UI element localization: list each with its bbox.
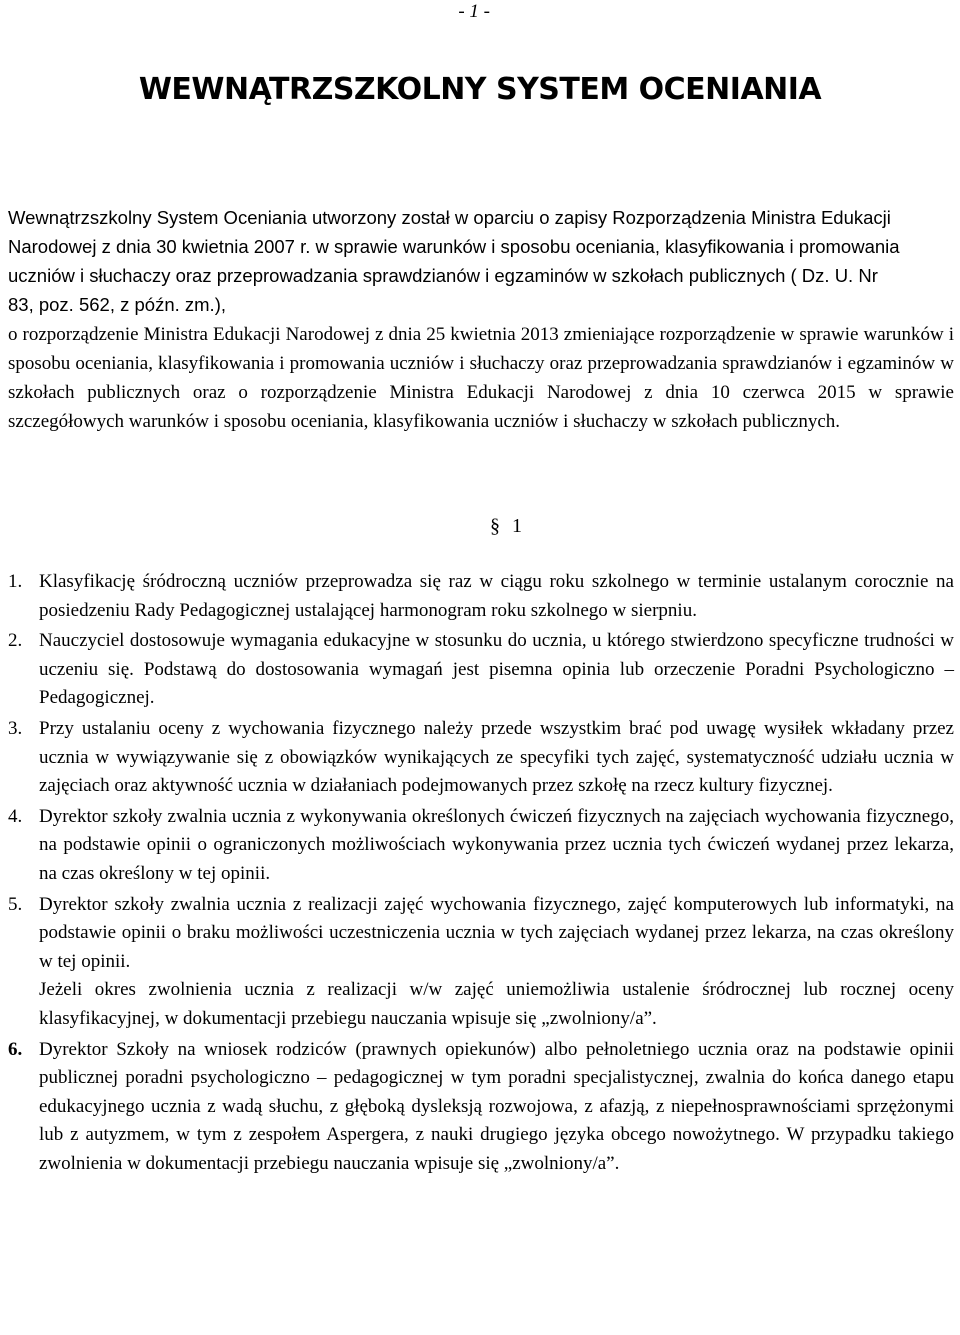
list-item-extra-text: Jeżeli okres zwolnienia ucznia z realizacji w/w zajęć uniemożliwia ustalenie śródrocznej lub rocznej oceny klasyfikacyjnej, w dokumentacji przebiegu nauczania wpisuje się „zwolniony/a”. — [39, 979, 954, 1029]
list-item-text: Przy ustalaniu oceny z wychowania fizycznego należy przede wszystkim brać pod uwagę wysiłek wkładany przez ucznia w wywiązywanie się z obowiązków wynikających ze specyfiki tych zajęć, systematyczność udziału ucznia w zajęciach oraz aktywność ucznia w działaniach podejmowanych przez szkołę na rzecz kultury fizycznej. — [39, 717, 954, 797]
page-number: - 1 - — [458, 1, 490, 22]
document-title: WEWNĄTRZSZKOLNY SYSTEM OCENIANIA — [138, 72, 822, 107]
list-item — [8, 891, 954, 1034]
numbered-list — [8, 568, 954, 1180]
list-item — [8, 568, 954, 625]
list-item-text: Klasyfikację śródroczną uczniów przeprowadza się raz w ciągu roku szkolnego w terminie ustalanym corocznie na posiedzeniu Rady Pedagogicznej ustalającej harmonogram roku szkolnego w sierpniu. — [39, 571, 954, 621]
list-item-number: 3. — [8, 717, 23, 739]
list-item-number: 1. — [8, 571, 23, 592]
list-item-text: Dyrektor szkoły zwalnia ucznia z realizacji zajęć wychowania fizycznego, zajęć komputerowych lub informatyki, na podstawie opinii o braku możliwości uczestniczenia ucznia w tych zajęciach wydanej przez lekarza, na czas określony w tej opinii. — [39, 893, 954, 972]
list-item-number: 5. — [8, 893, 23, 915]
list-item-number: 4. — [8, 805, 23, 827]
intro-paragraph-continued: o rozporządzenie Ministra Edukacji Narodowej z dnia 25 kwietnia 2013 zmieniające rozporządzenie w sprawie warunków i sposobu oceniania, klasyfikowania i promowania uczniów i słuchaczy oraz przeprowadzania sprawdzianów i egzaminów w szkołach publicznych oraz o rozporządzenie Ministra Edukacji Narodowej z dnia 10 czerwca 2015 w sprawie szczegółowych warunków i sposobu oceniania, klasyfikowania uczniów i słuchaczy w szkołach publicznych. — [8, 324, 954, 432]
list-item-number: 2. — [8, 630, 23, 652]
list-item — [8, 715, 954, 801]
list-item-text: Dyrektor Szkoły na wniosek rodziców (prawnych opiekunów) albo pełnoletniego ucznia oraz na podstawie opinii publicznej poradni psychologiczno – pedagogicznej w tym poradni specjalistycznej, zwalnia do końca danego etapu edukacyjnego ucznia z wadą słuchu, z głęboką dysleksją rozwojowa, z afazją, z niepełnosprawnościami sprzężonymi lub z autyzmem, w tym z zespołem Aspergera, z nauki drugiego języka obcego nowożytnego. W przypadku takiego zwolnienia w dokumentacji przebiegu nauczania wpisuje się „zwolniony/a”. — [39, 1038, 954, 1174]
section-symbol: § — [490, 515, 500, 537]
list-item — [8, 627, 954, 713]
list-item — [8, 803, 954, 889]
list-item-text: Dyrektor szkoły zwalnia ucznia z wykonywania określonych ćwiczeń fizycznych na zajęciach wychowania fizycznego, na podstawie opinii o ograniczonych możliwościach wykonywania przez ucznia tych ćwiczeń wydanej przez lekarza, na czas określony w tej opinii. — [39, 805, 954, 884]
intro-paragraph: Wewnątrzszkolny System Oceniania utworzony został w oparciu o zapisy Rozporządzenia Ministra Edukacji Narodowej z dnia 30 kwietnia 2007 r. w sprawie warunków i sposobu oceniania, klasyfikowania i promowania uczniów i słuchaczy oraz przeprowadzania sprawdzianów i egzaminów w szkołach publicznych ( Dz. U. Nr 83, poz. 562, z późn. zm.), — [8, 207, 900, 315]
list-item-text: Nauczyciel dostosowuje wymagania edukacyjne w stosunku do ucznia, u którego stwierdzono specyficzne trudności w uczeniu się. Podstawą do dostosowania wymagań jest pisemna opinia lub orzeczenie Poradni Psychologiczno – Pedagogicznej. — [39, 630, 954, 709]
list-item — [8, 1036, 954, 1179]
section-heading — [490, 515, 522, 538]
section-number: 1 — [512, 515, 522, 537]
list-item-number: 6. — [8, 1038, 23, 1060]
